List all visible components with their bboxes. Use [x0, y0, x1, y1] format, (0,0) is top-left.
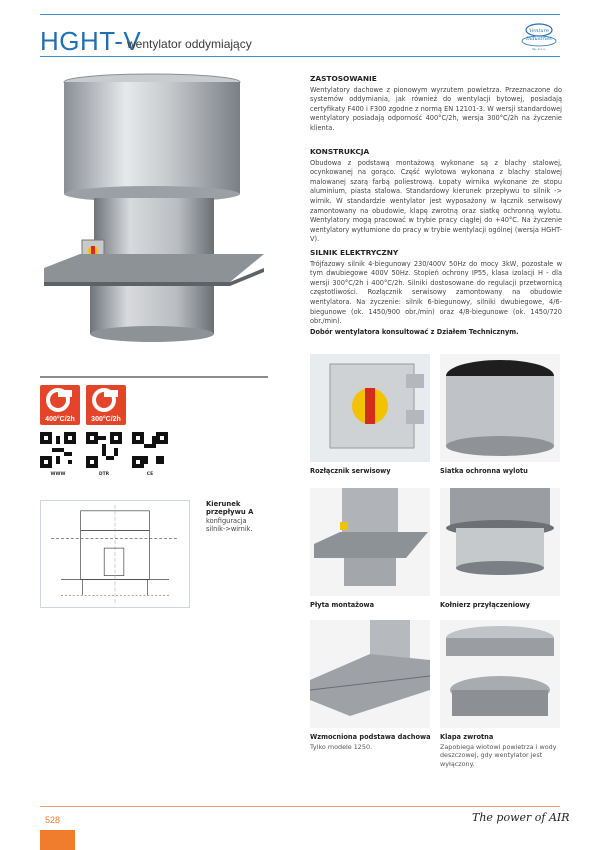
temp-badge-label: 400°C/2h: [45, 416, 75, 423]
accessory-caption: Płyta montażowa: [310, 601, 375, 609]
footer-slogan: The power of AIR: [472, 811, 570, 824]
section-konstrukcja: [310, 147, 562, 245]
section-body: Obudowa z podstawą montażową wykonane są z blachy stalowej, ocynkowanej na gorąco. Część wylotowa wykonana z blachy stalowej malowanej szarą farbą poliestrową. Łopaty wirnika wykonane ze stopu aluminium, piasta stalowa. Standardowy kierunek przepływu to silnik -> wirnik. W standardzie wentylator jest wyposażony w łącznik serwisowy zamontowany na obudowie, klapę zwrotną oraz siatkę ochronną wylotu. Wentylatory mogą pracować w trybie pracy ciągłej do +40°C. Na życzenie wentylatory wytłumione do pracy w trybie wentylacji ogólnej (wersja HGHT-V).: [310, 158, 562, 244]
temp-badge-300: [86, 385, 126, 425]
product-subtitle: wentylator oddymiający: [127, 37, 252, 51]
qr-label-dtr: DTR: [98, 472, 110, 477]
qr-code-www[interactable]: [40, 432, 76, 468]
section-title: SILNIK ELEKTRYCZNY: [310, 248, 399, 257]
flow-title: Kierunek przepływu A: [206, 500, 254, 517]
product-photo: [40, 68, 268, 350]
section-body: Trójfazowy silnik 4-biegunowy 230/400V 50Hz do mocy 3kW, pozostałe w tym dwubiegowe 400V 50Hz. Stopień ochrony IP55, klasa izolacji H - dla wersji 300°C/2h i 400°C/2h. Silniki dostosowane do regulacji przetwornicą częstotliwości. Rozłącznik serwisowy zamontowany na obudowie wentylatora. Na życzenie: silnik 6-biegunowy, silniki dwubiegowe, 4/6-biegunowe (ok. 1450/900 obr./min) oraz 4/8-biegunowe (ok. 1450/720 obr./min).: [310, 259, 562, 326]
venture-logo: [518, 22, 560, 52]
accessory-photo-switch: [310, 354, 430, 462]
accessory-subtext: Tylko modele 1250.: [310, 743, 373, 751]
accessory-photo-plate: [310, 488, 430, 596]
qr-label-ce: CE: [146, 472, 154, 477]
accessory-photo-mesh: [440, 354, 560, 462]
accessory-caption: Rozłącznik serwisowy: [310, 467, 391, 475]
accessory-caption: Wzmocniona podstawa dachowa: [310, 733, 431, 741]
consult-note: Dobór wentylatora konsultować z Działem Technicznym.: [310, 328, 519, 336]
flow-diagram: [40, 500, 190, 608]
page-number: 528: [45, 815, 61, 825]
footer-rule: [40, 806, 560, 807]
qr-code-ce[interactable]: [132, 432, 168, 468]
temp-badge-400: [40, 385, 80, 425]
left-separator: [40, 376, 268, 378]
section-title: ZASTOSOWANIE: [310, 74, 377, 83]
svg-text:Industries: Industries: [526, 36, 552, 42]
accessory-caption: Siatka ochronna wylotu: [440, 467, 528, 475]
fan-icon: [40, 385, 80, 415]
accessory-photo-valve: [440, 620, 560, 728]
accessory-photo-base: [310, 620, 430, 728]
qr-code-dtr[interactable]: [86, 432, 122, 468]
qr-label-www: WWW: [50, 472, 66, 477]
accessory-subtext: Zapobiega wlotowi powietrza i wody deszczowej, gdy wentylator jest wyłączony.: [440, 743, 557, 768]
top-rule: [40, 14, 560, 15]
section-body: Wentylatory dachowe z pionowym wyrzutem powietrza. Przeznaczone do systemów oddymiania, jak również do wentylacji bytowej, posiadają certyfikaty F400 i F300 zgodne z normą EN 12101-3. W wersji standardowej wentylatory posiadają odporność 400°C/2h, wersja 300°C/2h na życzenie klienta.: [310, 85, 562, 132]
page-tab: [40, 830, 75, 850]
accessory-caption: Klapa zwrotna: [440, 733, 494, 741]
accessory-caption: Kołnierz przyłączeniowy: [440, 601, 530, 609]
fan-icon: [86, 385, 126, 415]
header-rule: [40, 56, 560, 57]
section-silnik: [310, 248, 562, 327]
flow-text: konfiguracja silnik->wirnik.: [206, 517, 253, 534]
svg-text:Sp. z o.o.: Sp. z o.o.: [532, 47, 546, 51]
section-title: KONSTRUKCJA: [310, 147, 370, 156]
product-title: HGHT-V: [40, 26, 142, 56]
temp-badge-label: 300°C/2h: [91, 416, 121, 423]
section-zastosowanie: [310, 74, 562, 134]
accessory-photo-flange: [440, 488, 560, 596]
svg-text:Venture: Venture: [529, 28, 549, 34]
